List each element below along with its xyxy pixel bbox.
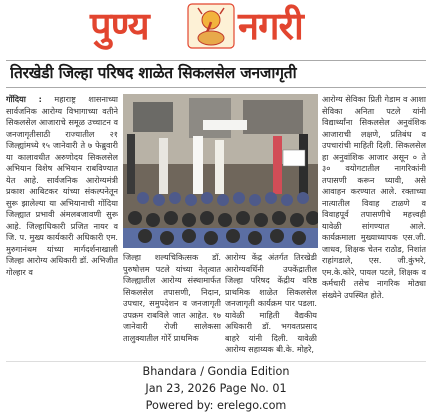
- article-photo: [123, 94, 318, 248]
- article-column-1-text: महाराष्ट्र शासनाच्या सार्वजनिक आरोग्य विभागाच्या वतीने सिकलसेल आजाराचे समूळ उच्चाटन व जनजागृतीसाठी राज्यातील २१ जिल्ह्यांमध्ये १५ जानेवारी ते ७ फेब्रुवारी या कालावधीत अरुणोदय सिकलसेल अभियान विशेष अभियान राबविण्यात येत आहे. सार्वजनिक आरोग्यमंत्री प्रकाश आबिटकर यांच्या संकल्पनेतून सुरू झालेल्या या अभियानाची गोंदिया जिल्ह्यात प्रभावी अंमलबजावणी सुरू आहे. जिल्हाधिकारी प्रजित नायर व जि. प. मुख्य कार्यकारी अधिकारी एम. मुरुगानंथम यांच्या मार्गदर्शनाखाली जिल्हा आरोग्य अधिकारी डॉ. अभिजीत गोल्हार व: [6, 94, 118, 277]
- article-column-4: आरोग्य सेविका प्रिती गेडाम व आशा सेविका अनिता पटले यांनी विद्यार्थ्यांना सिकलसेल अनुवंशिक आजाराची लक्षणे, प्रतिबंध व उपचारांची माहिती दिली. सिकलसेल हा अनुवांशिक आजार असून ० ते ३० वयोगटातील नागरिकांनी तपासणी करून घ्यावी, असे आवाहन करण्यात आले. रक्ताच्या नात्यातील विवाह टाळणे व विवाहपूर्व तपासणीचे महत्त्वही यावेळी सांगण्यात आले. कार्यक्रमाला मुख्याध्यापक एस.जी. जाधव, शिक्षक चेतन राठोड, निशांत राहांगडाले, एस. जी.कुंभरे, एम.के.कोरे, पायल पटले, शिक्षक व कर्मचारी तसेच नागरिक मोठ्या संख्येने उपस्थित होते.: [322, 94, 426, 300]
- article-column-2: जिल्हा शल्यचिकित्सक डॉ. पुरुषोत्तम पटले यांच्या नेतृत्वात जिल्ह्यातील आरोग्य संस्थामार्फत सिकलसेल तपासणी, निदान, उपचार, समुपदेशन व जनजागृती उपक्रम राबविले जात आहेत. १७ जानेवारी रोजी सालेकसा तालुक्यातील गोर्रे प्राथमिक: [123, 252, 221, 343]
- footer-divider: [6, 361, 426, 362]
- article-column-1: [6, 94, 118, 360]
- school-event-photo-image: [123, 94, 318, 248]
- ganesha-emblem-icon: [186, 2, 236, 50]
- article-dateline: गोंदिया :: [6, 94, 42, 104]
- powered-by-label: Powered by: erelego.com: [145, 399, 287, 412]
- edition-label: Bhandara / Gondia Edition: [142, 365, 290, 378]
- masthead-logo: [82, 2, 350, 50]
- article-headline: तिरखेडी जिल्हा परिषद शाळेत सिकलसेल जनजागृती: [10, 64, 297, 82]
- date-page-label: Jan 23, 2026 Page No. 01: [145, 382, 287, 395]
- masthead-title-part1: पुण्य: [90, 4, 149, 48]
- masthead-title-part2: नगरी: [238, 4, 303, 48]
- article-column-3: आरोग्य केंद्र अंतर्गत तिरखेडी आरोग्यवर्धिनी उपकेंद्रातील जिल्हा परिषद केंद्रीय वरिष्ठ प्राथमिक शाळेत सिकलसेल जनजागृती कार्यक्रम पार पडला. यावेळी माहिती वैद्यकीय अधिकारी डॉ. भगवतप्रसाद बाहरे यांनी दिली. यावेळी आरोग्य सहाय्यक बी.के. मोहरे,: [225, 252, 317, 354]
